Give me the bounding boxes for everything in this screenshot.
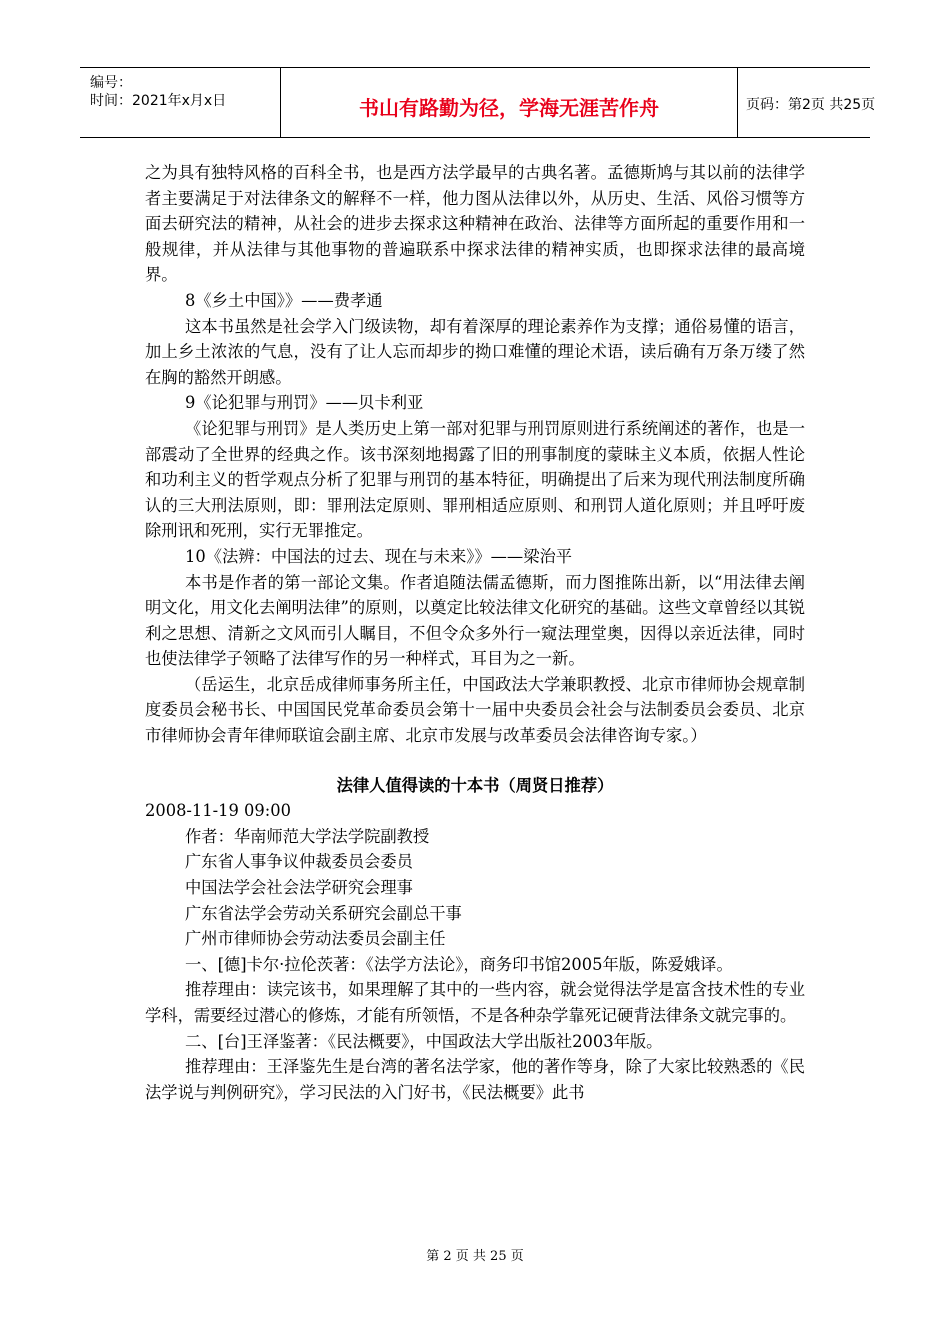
- paragraph: 推荐理由：王泽鉴先生是台湾的著名法学家，他的著作等身，除了大家比较熟悉的《民法学说与判例研究》，学习民法的入门好书，《民法概要》此书: [145, 1057, 805, 1102]
- paragraph: 广东省人事争议仲裁委员会委员: [185, 852, 413, 872]
- paragraph: 二、[台]王泽鉴著：《民法概要》，中国政法大学出版社2003年版。: [185, 1031, 663, 1051]
- motto: 书山有路勤为径，学海无涯苦作舟: [359, 96, 659, 120]
- paragraph: 作者：华南师范大学法学院副教授: [185, 826, 430, 846]
- book-title: 10《法辨：中国法的过去、现在与未来》》——梁治平: [185, 546, 573, 566]
- page-header: [80, 67, 876, 138]
- header-left-cell: [80, 68, 281, 137]
- header-page-label: 页码：第2页 共25页: [746, 97, 876, 113]
- time-label: 时间：2021年x月x日: [90, 93, 227, 109]
- paragraph: 一、[德]卡尔·拉伦茨著：《法学方法论》，商务印书馆2005年版，陈爱娥译。: [185, 954, 733, 974]
- document-body: [145, 160, 805, 1105]
- paragraph: 广州市律师协会劳动法委员会副主任: [185, 929, 446, 949]
- section-heading: 法律人值得读的十本书（周贤日推荐）: [336, 775, 614, 795]
- header-page-cell: [738, 68, 876, 137]
- paragraph: 中国法学会社会法学研究会理事: [185, 878, 413, 898]
- paragraph: 《论犯罪与刑罚》是人类历史上第一部对犯罪与刑罚原则进行系统阐述的著作，也是一部震动了全世界的经典之作。该书深刻地揭露了旧的刑事制度的蒙昧主义本质，依据人性论和功利主义的哲学观点分析了犯罪与刑罚的基本特征，明确提出了后来为现代刑法制度所确认的三大刑法原则，即：罪刑法定原则、罪刑相适应原则、和刑罚人道化原则；并且呼吁废除刑讯和死刑，实行无罪推定。: [145, 418, 805, 541]
- paragraph: 这本书虽然是社会学入门级读物，却有着深厚的理论素养作为支撑；通俗易懂的语言，加上乡土浓浓的气息，没有了让人忘而却步的拗口难懂的理论术语，读后确有万条万缕了然在胸的豁然开朗感。: [145, 316, 805, 387]
- paragraph: 广东省法学会劳动关系研究会副总干事: [185, 903, 462, 923]
- paragraph: 之为具有独特风格的百科全书，也是西方法学最早的古典名著。孟德斯鸠与其以前的法律学者主要满足于对法律条文的解释不一样，他力图从法律以外，从历史、生活、风俗习惯等方面去研究法的精神，从社会的进步去探求这种精神在政治、法律等方面所起的重要作用和一般规律，并从法律与其他事物的普遍联系中探求法律的精神实质，也即探求法律的最高境界。: [145, 163, 805, 285]
- number-label: 编号：: [90, 75, 132, 91]
- book-title: 9《论犯罪与刑罚》——贝卡利亚: [185, 393, 424, 413]
- paragraph: 本书是作者的第一部论文集。作者追随法儒孟德斯，而力图推陈出新，以“用法律去阐明文化，用文化去阐明法律”的原则，以奠定比较法律文化研究的基础。这些文章曾经以其锐利之思想、清新之文风而引人瞩目，不但令众多外行一窥法理堂奥，因得以亲近法律，同时也使法律学子领略了法律写作的另一种样式，耳目为之一新。: [145, 572, 805, 669]
- book-title: 8《乡土中国》》——费孝通: [185, 290, 383, 310]
- paragraph: 推荐理由：读完该书，如果理解了其中的一些内容，就会觉得法学是富含技术性的专业学科，需要经过潜心的修炼，才能有所领悟，不是各种杂学靠死记硬背法律条文就完事的。: [145, 980, 805, 1025]
- page-footer: 第 2 页 共 25 页: [426, 1249, 524, 1264]
- header-motto-cell: [281, 68, 738, 137]
- author-note: （岳运生，北京岳成律师事务所主任，中国政法大学兼职教授、北京市律师协会规章制度委员会秘书长、中国国民党革命委员会第十一届中央委员会社会与法制委员会委员、北京市律师协会青年律师联谊会副主席、北京市发展与改革委员会法律咨询专家。）: [145, 674, 805, 746]
- post-date: 2008-11-19 09:00: [145, 801, 291, 821]
